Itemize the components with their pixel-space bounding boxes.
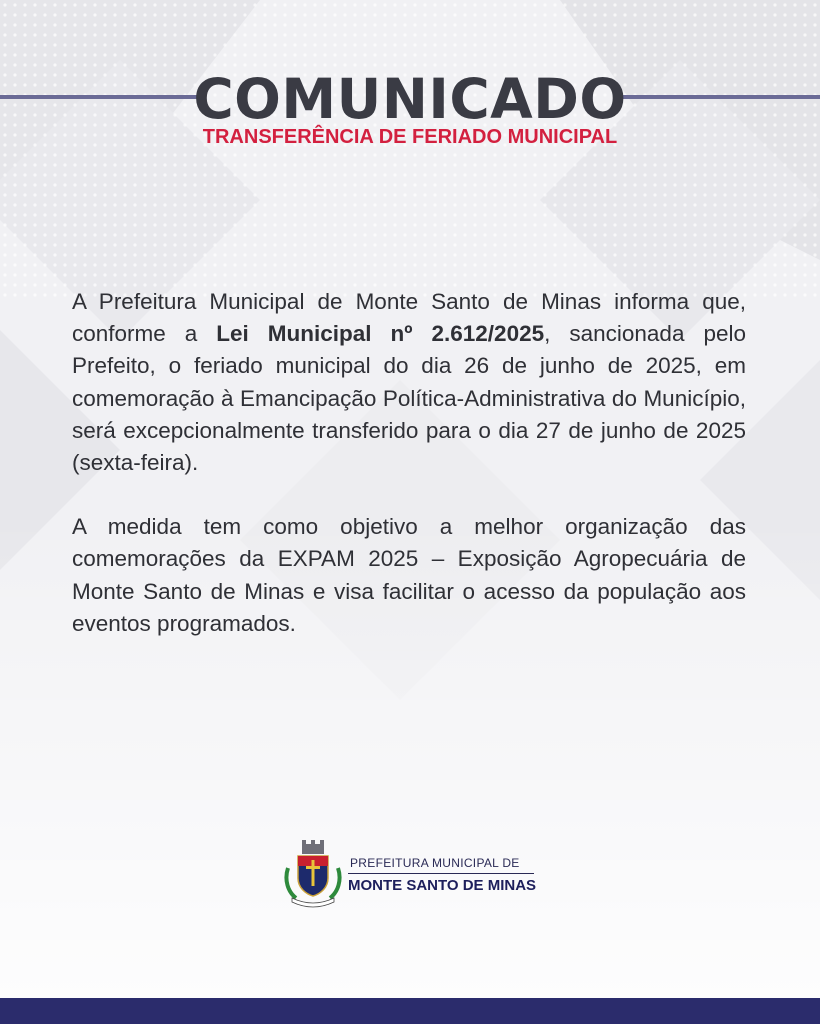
prefeitura-logo bbox=[282, 838, 552, 910]
law-reference: Lei Municipal nº 2.612/2025 bbox=[216, 321, 545, 347]
paragraph-2: A medida tem como objetivo a melhor organização das comemorações da EXPAM 2025 – Exposição Agropecuária de Monte Santo de Minas e visa facilitar o acesso da população aos eventos programados. bbox=[72, 514, 746, 636]
paragraph-1 bbox=[72, 286, 746, 479]
page-title: COMUNICADO bbox=[193, 67, 627, 131]
logo-text-line1: PREFEITURA MUNICIPAL DE bbox=[350, 856, 520, 870]
announcement-body bbox=[72, 286, 746, 672]
coat-of-arms-icon bbox=[282, 838, 344, 910]
page-subtitle: TRANSFERÊNCIA DE FERIADO MUNICIPAL bbox=[202, 126, 618, 148]
logo-text-line2: MONTE SANTO DE MINAS bbox=[348, 877, 537, 894]
bottom-bar bbox=[0, 998, 820, 1024]
paragraph-1-rest: , sancionada pelo Prefeito, o feriado municipal do dia 26 de junho de 2025, em comemoração à Emancipação Política-Administrativa do Município, será excepcionalmente transferido para o dia 27 de junho de 2025 (sexta-feira). bbox=[72, 321, 746, 476]
paragraph-1-intro: A Prefeitura Municipal de Monte Santo de Minas informa que, conforme a bbox=[72, 289, 746, 347]
logo-divider bbox=[348, 873, 534, 874]
